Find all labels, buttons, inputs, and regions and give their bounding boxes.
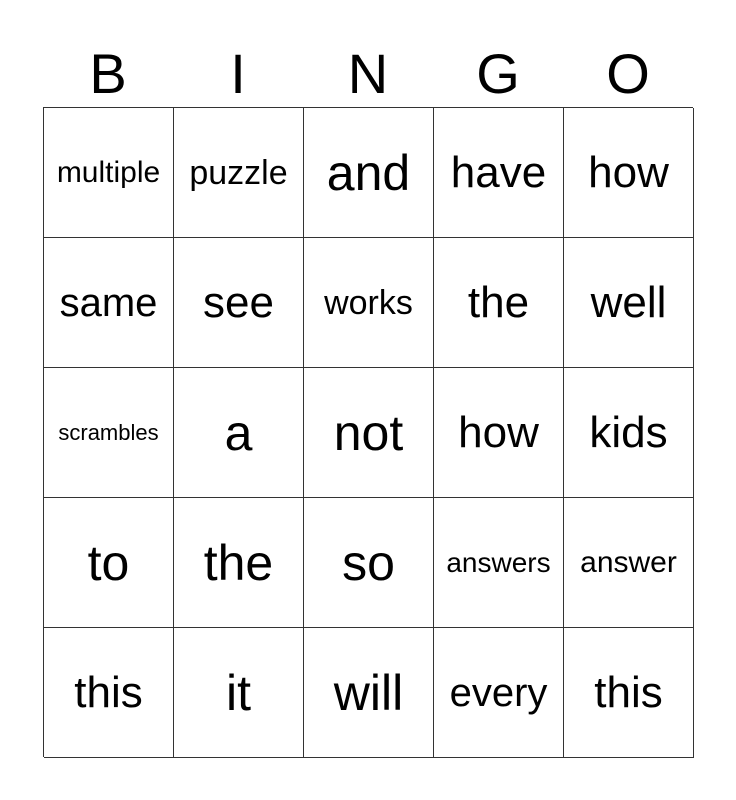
bingo-cell[interactable]: have [434, 108, 564, 238]
bingo-header [43, 40, 693, 108]
bingo-cell[interactable]: see [174, 238, 304, 368]
bingo-cell[interactable]: to [44, 498, 174, 628]
bingo-cell[interactable]: answer [564, 498, 694, 628]
bingo-cell[interactable]: how [434, 368, 564, 498]
bingo-cell[interactable]: a [174, 368, 304, 498]
bingo-cell[interactable]: answers [434, 498, 564, 628]
bingo-cell[interactable]: not [304, 368, 434, 498]
bingo-cell[interactable]: every [434, 628, 564, 758]
header-letter-i: I [230, 42, 246, 105]
bingo-cell[interactable]: scrambles [44, 368, 174, 498]
bingo-cell[interactable]: kids [564, 368, 694, 498]
bingo-cell[interactable]: and [304, 108, 434, 238]
bingo-cell[interactable]: the [174, 498, 304, 628]
bingo-cell[interactable]: so [304, 498, 434, 628]
bingo-cell[interactable]: well [564, 238, 694, 368]
bingo-cell[interactable]: same [44, 238, 174, 368]
header-letter-b: B [89, 42, 127, 105]
bingo-cell[interactable]: multiple [44, 108, 174, 238]
bingo-cell[interactable]: the [434, 238, 564, 368]
bingo-cell[interactable]: works [304, 238, 434, 368]
bingo-cell[interactable]: this [44, 628, 174, 758]
bingo-cell[interactable]: will [304, 628, 434, 758]
bingo-cell[interactable]: it [174, 628, 304, 758]
bingo-board [43, 107, 693, 757]
header-letter-n: N [347, 42, 389, 105]
bingo-cell[interactable]: puzzle [174, 108, 304, 238]
header-letter-g: G [476, 42, 520, 105]
bingo-cell[interactable]: this [564, 628, 694, 758]
header-letter-o: O [606, 42, 650, 105]
bingo-cell[interactable]: how [564, 108, 694, 238]
